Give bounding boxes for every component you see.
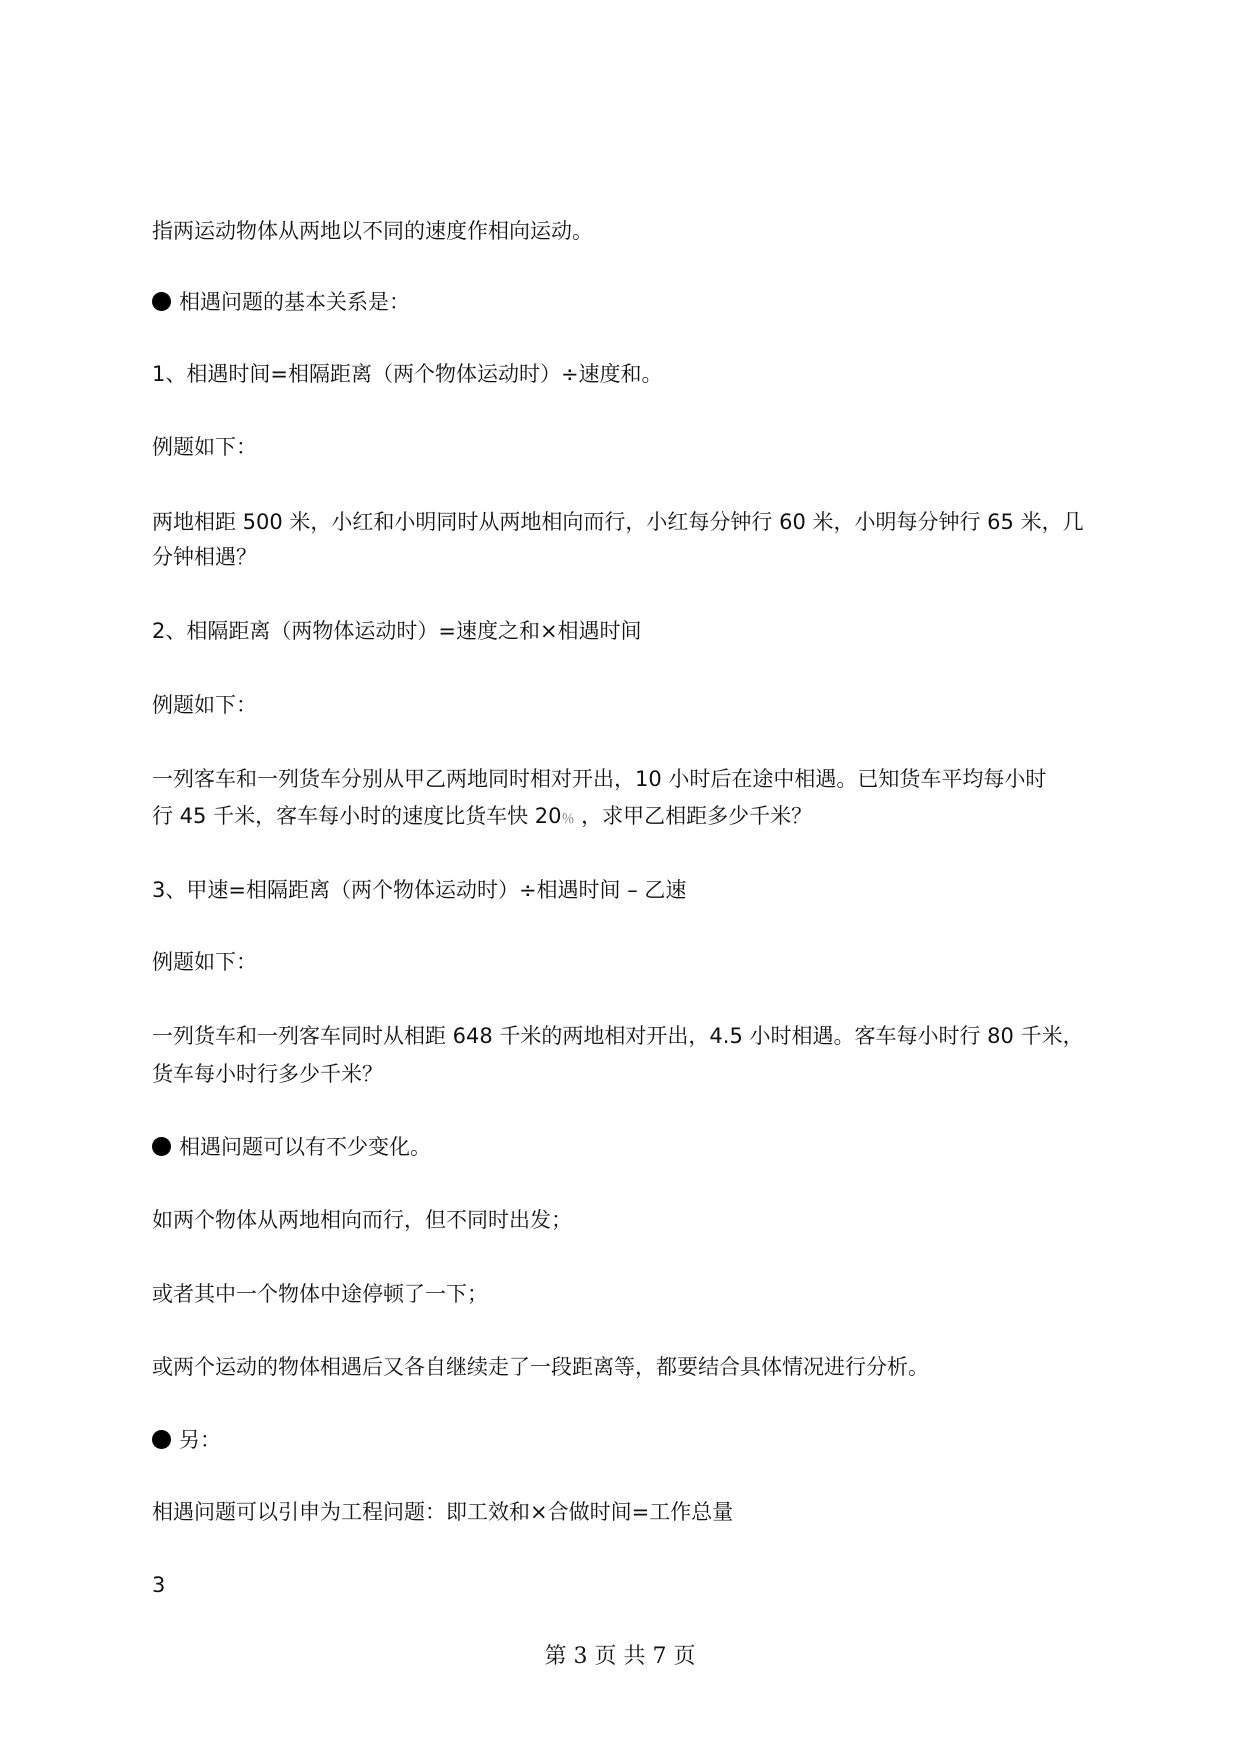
bullet-icon bbox=[152, 1430, 171, 1449]
variation-text: 或两个运动的物体相遇后又各自继续走了一段距离等，都要结合具体情况进行分析。 bbox=[152, 1355, 929, 1379]
formula-2 bbox=[152, 617, 642, 645]
formula-text: 1、相遇时间=相隔距离（两个物体运动时）÷速度和。 bbox=[152, 362, 663, 386]
example-text: 分钟相遇？ bbox=[152, 545, 257, 569]
formula-3 bbox=[152, 876, 686, 904]
example-text: 两地相距 500 米，小红和小明同时从两地相向而行，小红每分钟行 60 米，小明每分钟行 65 米，几 bbox=[152, 510, 1084, 534]
example-text: 货车每小时行多少千米？ bbox=[152, 1062, 383, 1086]
variation-3 bbox=[152, 1353, 929, 1381]
inline-page-number bbox=[152, 1571, 165, 1599]
formula-text: 3、甲速=相隔距离（两个物体运动时）÷相遇时间 – 乙速 bbox=[152, 878, 687, 902]
example-1-line-2 bbox=[152, 543, 257, 571]
example-text: ，求甲乙相距多少千米？ bbox=[574, 804, 813, 828]
page-number-text: 3 bbox=[152, 1573, 166, 1597]
example-label-3 bbox=[152, 948, 257, 976]
bullet-text: 相遇问题可以有不少变化。 bbox=[179, 1135, 431, 1159]
note-text: 相遇问题可以引申为工程问题：即工效和×合做时间=工作总量 bbox=[152, 1500, 734, 1524]
formula-text: 2、相隔距离（两物体运动时）=速度之和×相遇时间 bbox=[152, 619, 642, 643]
example-text: 一列货车和一列客车同时从相距 648 千米的两地相对开出，4.5 小时相遇。客车每小时行 80 千米， bbox=[152, 1024, 1084, 1048]
page-indicator: 第 3 页 共 7 页 bbox=[544, 1644, 696, 1669]
variation-1 bbox=[152, 1206, 572, 1234]
bullet-heading-basic-relations bbox=[152, 288, 410, 316]
bullet-icon bbox=[152, 1137, 171, 1156]
example-3-line-1 bbox=[152, 1022, 1084, 1050]
example-label-text: 例题如下： bbox=[152, 435, 257, 459]
variation-2 bbox=[152, 1280, 488, 1308]
engineering-problem-note bbox=[152, 1498, 733, 1526]
formula-1 bbox=[152, 360, 663, 388]
percent-sign: ％ bbox=[561, 812, 575, 827]
page-footer bbox=[0, 1639, 1240, 1670]
example-1-line-1 bbox=[152, 508, 1084, 536]
example-text: 一列客车和一列货车分别从甲乙两地同时相对开出，10 小时后在途中相遇。已知货车平均每小时 bbox=[152, 767, 1047, 791]
variation-text: 如两个物体从两地相向而行，但不同时出发； bbox=[152, 1208, 572, 1232]
bullet-text: 相遇问题的基本关系是： bbox=[179, 290, 410, 314]
bullet-icon bbox=[152, 292, 171, 311]
example-3-line-2 bbox=[152, 1060, 383, 1088]
example-2-line-1 bbox=[152, 765, 1046, 793]
paragraph-definition bbox=[152, 217, 593, 245]
example-label-1 bbox=[152, 433, 257, 461]
bullet-heading-additional bbox=[152, 1426, 221, 1454]
example-label-2 bbox=[152, 691, 257, 719]
example-text: 行 45 千米，客车每小时的速度比货车快 20 bbox=[152, 804, 562, 828]
bullet-heading-variations bbox=[152, 1133, 431, 1161]
example-label-text: 例题如下： bbox=[152, 693, 257, 717]
example-label-text: 例题如下： bbox=[152, 950, 257, 974]
bullet-text: 另： bbox=[179, 1428, 221, 1452]
variation-text: 或者其中一个物体中途停顿了一下； bbox=[152, 1282, 488, 1306]
example-2-line-2 bbox=[152, 802, 812, 834]
paragraph-text: 指两运动物体从两地以不同的速度作相向运动。 bbox=[152, 219, 593, 243]
